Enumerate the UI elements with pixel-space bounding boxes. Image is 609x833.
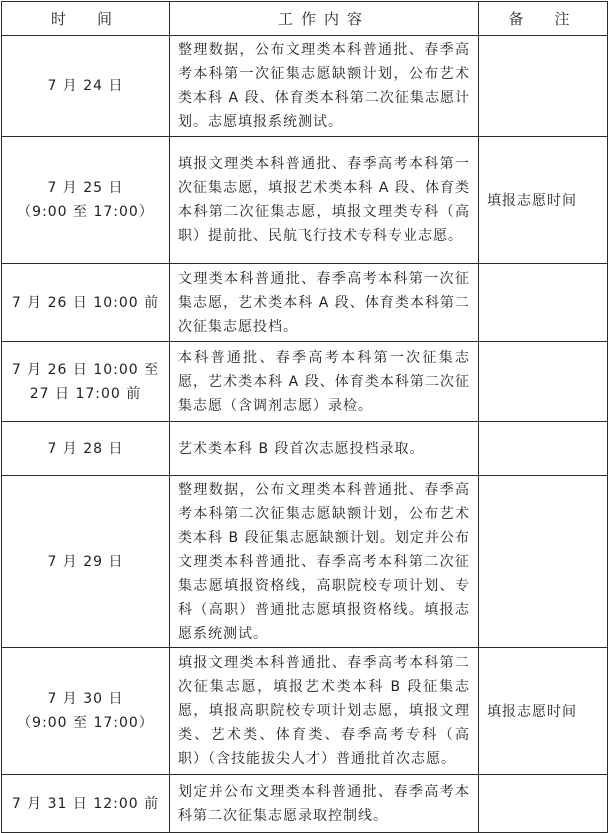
content-cell: 本科普通批、春季高考本科第一次征集志愿，艺术类本科 A 段、体育类本科第二次征集志愿（含调剂志愿）录检。 [170,342,479,422]
table-row [2,775,608,833]
content-cell: 划定并公布文理类本科普通批、春季高考本科第二次征集志愿录取控制线。 [170,775,479,833]
time-cell [2,775,170,833]
header-row [2,2,608,36]
time-cell [2,36,170,137]
content-cell: 文理类本科普通批、春季高考本科第一次征集志愿，艺术类本科 A 段、体育类本科第二次征集志愿投档。 [170,264,479,342]
content-cell: 艺术类本科 B 段首次志愿投档录取。 [170,422,479,476]
table-row [2,422,608,476]
time-cell [2,476,170,648]
note-cell [479,36,608,137]
note-cell [479,476,608,648]
schedule-table [1,1,608,833]
table-row [2,648,608,775]
time-line: 27 日 17:00 前 [29,385,142,402]
time-cell [2,137,170,264]
time-cell [2,342,170,422]
note-cell: 填报志愿时间 [479,648,608,775]
time-line: 7 月 29 日 [47,553,124,570]
header-content: 工作内容 [170,2,479,36]
time-line: 7 月 31 日 12:00 前 [11,795,160,812]
content-cell: 整理数据，公布文理类本科普通批、春季高考本科第一次征集志愿缺额计划，公布艺术类本科 A 段、体育类本科第二次征集志愿计划。志愿填报系统测试。 [170,36,479,137]
note-cell [479,775,608,833]
note-cell [479,264,608,342]
time-line: 7 月 26 日 10:00 前 [11,294,160,311]
table-row [2,36,608,137]
table-row [2,476,608,648]
content-cell: 填报文理类本科普通批、春季高考本科第一次征集志愿，填报艺术类本科 A 段、体育类本科第二次征集志愿，填报文理类专科（高职）提前批、民航飞行技术专科专业志愿。 [170,137,479,264]
table-row [2,264,608,342]
time-line: （9:00 至 17:00） [17,204,154,220]
time-line: 7 月 30 日 [47,691,124,707]
header-note: 备 注 [479,2,608,36]
time-line: 7 月 24 日 [47,78,124,94]
note-cell: 填报志愿时间 [479,137,608,264]
header-time: 时 间 [2,2,170,36]
time-cell [2,648,170,775]
time-line: （9:00 至 17:00） [17,715,154,731]
time-cell [2,264,170,342]
time-cell [2,422,170,476]
note-cell [479,342,608,422]
time-line: 7 月 26 日 10:00 至 [11,361,160,378]
content-cell: 整理数据，公布文理类本科普通批、春季高考本科第二次征集志愿缺额计划，公布艺术类本科 B 段征集志愿缺额计划。划定并公布文理类本科普通批、春季高考本科第二次征集志愿填报资格线，高职院校专项计划、专科（高职）普通批志愿填报资格线。填报志愿系统测试。 [170,476,479,648]
time-line: 7 月 25 日 [47,180,124,196]
note-cell [479,422,608,476]
table-row [2,137,608,264]
table-row [2,342,608,422]
time-line: 7 月 28 日 [47,440,124,457]
content-cell: 填报文理类本科普通批、春季高考本科第二次征集志愿，填报艺术类本科 B 段征集志愿，填报高职院校专项计划志愿，填报文理类、艺术类、体育类、春季高考专科（高职）（含技能拔尖人才）普通批首次志愿。 [170,648,479,775]
